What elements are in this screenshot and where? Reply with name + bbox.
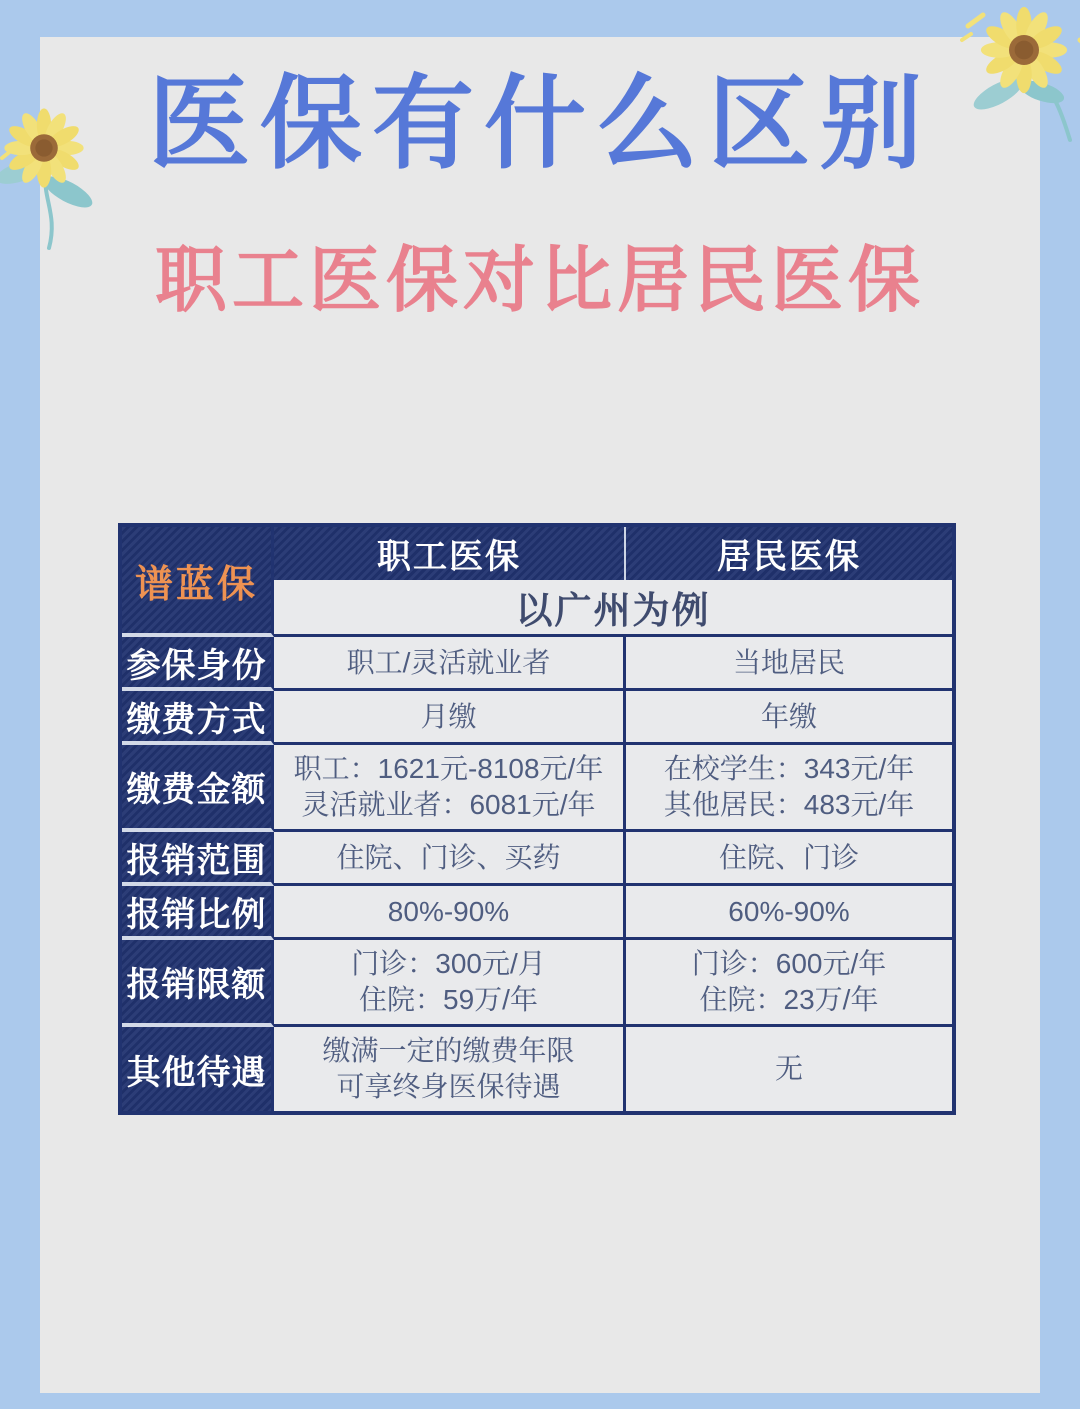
table-row (122, 691, 952, 745)
cell-line: 月缴 (420, 700, 477, 732)
cell-line: 住院：23万/年 (699, 984, 879, 1015)
comparison-table-container (118, 523, 956, 1115)
table-row (122, 745, 952, 832)
row-label: 报销范围 (122, 832, 274, 886)
row-label: 其他待遇 (122, 1027, 274, 1111)
resident-value (626, 691, 952, 745)
table-row (122, 1027, 952, 1111)
cell-line: 其他居民：483元/年 (663, 789, 915, 820)
cell-line: 门诊：300元/月 (351, 948, 546, 979)
employee-value (274, 832, 626, 886)
cell-line: 灵活就业者：6081元/年 (301, 789, 596, 820)
table-row (122, 637, 952, 691)
resident-value (626, 832, 952, 886)
cell-line: 年缴 (760, 700, 817, 732)
employee-value (274, 1027, 626, 1111)
content-card (40, 37, 1040, 1393)
row-label: 缴费方式 (122, 691, 274, 745)
cell-line: 60%-90% (728, 895, 850, 927)
cell-line: 在校学生：343元/年 (663, 753, 915, 784)
table-row (122, 886, 952, 940)
resident-value (626, 886, 952, 940)
employee-value (274, 691, 626, 745)
employee-value (274, 637, 626, 691)
resident-value (626, 940, 952, 1027)
header-row (122, 527, 952, 580)
column-header-resident: 居民医保 (626, 527, 952, 580)
cell-line: 职工：1621元-8108元/年 (293, 753, 604, 784)
cell-line: 80%-90% (387, 895, 510, 927)
row-label: 报销限额 (122, 940, 274, 1027)
comparison-table-body (122, 637, 952, 1111)
cell-line: 门诊：600元/年 (691, 948, 887, 979)
resident-value (626, 745, 952, 832)
cell-line: 住院、门诊、买药 (336, 841, 561, 873)
cell-line: 可享终身医保待遇 (336, 1071, 561, 1102)
table-subheader: 以广州为例 (274, 580, 952, 637)
resident-value (626, 637, 952, 691)
cell-line: 住院、门诊 (718, 841, 859, 873)
comparison-table (118, 523, 956, 1115)
row-label: 报销比例 (122, 886, 274, 940)
table-header-section (122, 527, 952, 637)
table-row (122, 832, 952, 886)
row-label: 缴费金额 (122, 745, 274, 832)
cell-line: 无 (774, 1053, 803, 1084)
employee-value (274, 886, 626, 940)
employee-value (274, 745, 626, 832)
employee-value (274, 940, 626, 1027)
brand-logo: 谱蓝保 (122, 527, 274, 637)
row-label: 参保身份 (122, 637, 274, 691)
page-title: 医保有什么区别 (148, 67, 932, 181)
cell-line: 住院：59万/年 (359, 984, 538, 1015)
table-row (122, 940, 952, 1027)
column-header-employee: 职工医保 (274, 527, 626, 580)
page-subtitle: 职工医保对比居民医保 (154, 241, 925, 321)
cell-line: 职工/灵活就业者 (346, 646, 551, 678)
cell-line: 缴满一定的缴费年限 (322, 1035, 575, 1066)
resident-value (626, 1027, 952, 1111)
cell-line: 当地居民 (732, 646, 845, 678)
